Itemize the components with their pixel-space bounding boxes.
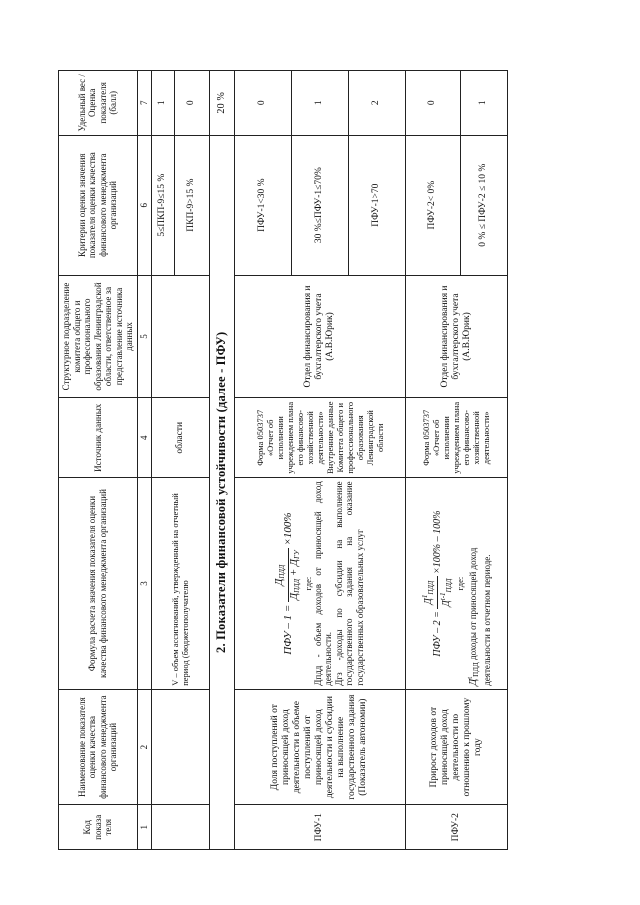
pfu2-code: ПФУ-2 (405, 805, 507, 850)
pfu2-den: Д (441, 600, 452, 607)
pkp9-code-cell (151, 805, 209, 850)
pfu1-num: Д (272, 578, 285, 586)
pfu1-where: где: (302, 576, 313, 591)
pfu2-formula-tail: ×100% – 100% (431, 510, 443, 574)
pfu1-formula-lhs: ПФУ – 1 = (281, 604, 294, 655)
section-2-weight: 20 % (209, 71, 234, 136)
pfu1-name: Доля поступлений от приносящей доход деятельности в объеме поступлений от приносящей доход деятельности и субсидии на выполнение государственного задания (Показатель автономии) (234, 689, 405, 805)
header-formula: Формула расчета значения показателя оценки качества финансового менеджмента организаций (59, 478, 138, 689)
pfu2-num: Д (423, 598, 434, 605)
pfu1-den-plus: + Д (287, 559, 300, 577)
criteria-table (58, 70, 508, 850)
pfu1-formula (274, 481, 303, 685)
colnum-4: 4 (137, 398, 151, 478)
pfu2-dept: Отдел финансирования и бухгалтерского учета (А.В.Юрик) (405, 275, 507, 397)
header-source: Источник данных (59, 398, 138, 478)
pkp9-criteria-1: 5≤ПКП-9≤15 % (151, 135, 174, 275)
pfu2-row-a (405, 71, 460, 850)
pfu2-den-sup: t-1 (439, 592, 447, 601)
pfu2-formula-cell (405, 478, 507, 689)
pfu1-criteria-3: ПФУ-1>70 (348, 135, 405, 275)
colnum-2: 2 (137, 689, 151, 805)
pfu1-criteria-2: 30 %≤ПФУ-1≤70% (291, 135, 348, 275)
column-number-row (137, 71, 151, 850)
pfu2-score-2: 1 (460, 71, 507, 136)
pfu1-dept: Отдел финансирования и бухгалтерского учета (А.В.Юрик) (234, 275, 405, 397)
pfu2-fraction (420, 576, 455, 608)
pfu1-fraction (274, 548, 303, 602)
pfu2-desc-2: деятельности в отчетном периоде. (481, 554, 492, 686)
pfu2-score-1: 0 (405, 71, 460, 136)
pfu2-formula-lhs: ПФУ – 2 = (431, 611, 443, 657)
pfu2-criteria-1: ПФУ-2< 0% (405, 135, 460, 275)
pfu1-desc-1: Дпдд - объем доходов от приносящей доход деятельности. (312, 481, 334, 686)
pfu2-criteria-2: 0 % ≤ ПФУ-2 ≤ 10 % (460, 135, 507, 275)
colnum-6: 6 (137, 135, 151, 275)
pkp9-dept-cell (151, 275, 209, 397)
pfu2-desc-symbol: Д (467, 678, 479, 686)
pkp9-score-2: 0 (174, 71, 209, 136)
pfu2-desc-sup: t (466, 676, 474, 679)
pfu1-den-sub2: ГУ (292, 550, 301, 559)
pfu1-score-2: 1 (291, 71, 348, 136)
section-2-row (209, 71, 234, 850)
pfu1-num-sub: ПДД (277, 564, 286, 579)
pfu1-score-3: 2 (348, 71, 405, 136)
pfu2-desc-1 (465, 481, 482, 685)
section-2-title: 2. Показатели финансовой устойчивости (далее - ПФУ) (209, 135, 234, 849)
colnum-7: 7 (137, 71, 151, 136)
pfu2-source: Форма 0503737 «Отчет об исполнении учреждением плана его финансово-хозяйственной деятельности» (405, 398, 507, 478)
pfu2-where: где: (455, 576, 465, 591)
header-criteria: Критерии оценки значения показателя оценки качества финансового менеджмента организаций (59, 135, 138, 275)
pfu2-num-sup: 1 (421, 594, 429, 599)
pfu2-desc-text: доходы от приносящей доход (468, 547, 478, 660)
rotated-table-sheet (58, 70, 498, 850)
colnum-3: 3 (137, 478, 151, 689)
pfu2-den-sub: ПДД (445, 578, 453, 593)
pfu1-criteria-1: ПФУ-1<30 % (234, 135, 291, 275)
header-dept: Структурное подразделение комитета общего и профессионального образования Ленинградской области, ответственное за представление источника данных (59, 275, 138, 397)
pfu1-den: Д (287, 592, 300, 600)
colnum-1: 1 (137, 805, 151, 850)
pfu1-row-a (234, 71, 291, 850)
table-header-row (59, 71, 138, 850)
pfu2-num-sub: ПДД (427, 580, 435, 595)
pfu1-den-sub: ПДД (292, 578, 301, 593)
pfu2-desc-sub: ПДД (472, 662, 480, 677)
pfu1-score-1: 0 (234, 71, 291, 136)
header-name: Наименование показателя оценки качества финансового менеджмента организаций (59, 689, 138, 805)
pfu1-desc-2: Дгз -доходы по субсидии на выполнение государственного задания на оказание государственных образовательных услуг (333, 481, 365, 686)
pkp9-source: области (151, 398, 209, 478)
pfu1-code: ПФУ-1 (234, 805, 405, 850)
pfu1-formula-cell (234, 478, 405, 689)
header-weight: Удельный вес / Оценка показателя (балл) (59, 71, 138, 136)
pfu2-name: Прирост доходов от приносящей доход деятельности по отношению к прошлому году (405, 689, 507, 805)
pkp9-row-a (151, 71, 174, 850)
pfu2-formula (420, 481, 455, 685)
header-code: Код показа теля (59, 805, 138, 850)
colnum-5: 5 (137, 275, 151, 397)
pfu1-source: Форма 0503737 «Отчет об исполнении учреждением плана его финансово-хозяйственной деятельности» Внутренние данные Комитета общего и профессионального образования Ленинградской области (234, 398, 405, 478)
pkp9-name-cell (151, 689, 209, 805)
pkp9-formula-text: V – объем ассигнований, утвержденный на отчетный период (бюджетополучателю (151, 478, 209, 689)
pfu1-formula-tail: ×100% (281, 512, 294, 546)
pkp9-score-1: 1 (151, 71, 174, 136)
pkp9-criteria-2: ПКП-9>15 % (174, 135, 209, 275)
